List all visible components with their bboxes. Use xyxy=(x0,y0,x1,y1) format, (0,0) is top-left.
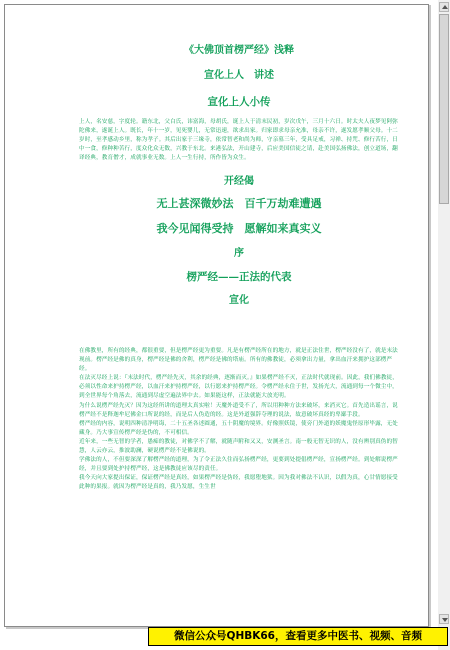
body-paragraph: 我今天向大家提出保证，保证楞严经是真经，如果楞严经是伪经，我愿堕地狱。因为我对佛法不认识，以假为真，心甘情愿接受此种的果报。就因为楞严经是真的，我乃发愿，生生世 xyxy=(79,475,398,491)
bio-paragraph: 上人，名安慈，字度轮。籍东北，父白氏，讳富海，母胡氏，诞上人于清末民初，岁次戊午，三月十六日。时太夫人夜梦见阿弥陀佛来，遂诞上人。既长，年十一岁，见死婴儿，无常迅速，欲求出家。归家即求母亲允准，母亲不许，遂发愿孝顺父母。十二岁时，至孝感动乡里，称为孝子。其后出家于三缘寺，依常智老和尚为师，守亲墓三年，受具足戒，习禅、持咒、修行苦行，日中一食，修种种苦行，度众化众无数，兴教于东北。来港弘法，开山建寺，后应美国信徒之请，赴美国弘扬佛法，创立道场，翻译经典，教育僧才，成就事业无数。上人一生行持，所作皆为众生。 xyxy=(79,119,398,162)
chevron-up-icon xyxy=(442,5,448,9)
scrollbar-thumb[interactable] xyxy=(439,14,449,204)
body-paragraph: 近年来，一些无智的学者，愚痴的教徒，对佛学不了解，就随声附和又又，安测圣言。南一般无智无识的人，没有辨别真伪的智慧，人云亦云，推波助澜，硬说楞严经不是佛说的。 xyxy=(79,438,398,455)
watermark-banner: 微信公众号QHBK66，查看更多中医书、视频、音频 xyxy=(148,627,448,646)
scroll-down-button[interactable] xyxy=(439,614,449,624)
preface-heading: 序 xyxy=(234,248,244,259)
body-paragraph: 楞严经的内容，说明四种清净明诲，二十五圣各述圆通，五十阴魔的境界。好像照妖镜，使旁门外道的妖魔鬼怪原形毕露，无处藏身。乃大事宣传楞严经是伪的，不可相信。 xyxy=(79,420,398,436)
document-page xyxy=(4,4,429,627)
author-line: 宣化上人 讲述 xyxy=(204,70,274,81)
verse-line-2: 我今见闻得受持 愿解如来真实义 xyxy=(156,222,322,235)
preface-author: 宣化 xyxy=(229,295,249,306)
kaijing-heading: 开经偈 xyxy=(224,176,254,187)
body-paragraph: 在佛教里，所有的经典，都很重要，但是楞严经更为重要。凡是有楞严经所在的地方，就是正法住世，楞严经没有了，就是末法现前。楞严经是佛的真身，楞严经是佛的舍利，楞严经是佛的塔庙。所有的佛教徒，必须拿出力量，拿出血汗来拥护这部楞严经。 xyxy=(79,348,398,373)
chevron-down-icon xyxy=(442,618,448,622)
preface-subtitle: 楞严经——正法的代表 xyxy=(186,271,292,283)
document-title: 《大佛顶首楞严经》浅释 xyxy=(184,45,294,56)
verse-line-1: 无上甚深微妙法 百千万劫难遭遇 xyxy=(156,197,322,210)
body-paragraph: 为什么说楞严经先灭？因为这经所讲的道理太真实啦！天魔外道受不了，所以用种种方法来破坏，来消灭它。首先造出谣言，说楞严经不是释迦牟尼佛金口所说的经，而是后人伪造的经。这是外道强辞夺理的说法，故意破坏真经的卑鄙手段。 xyxy=(79,402,398,418)
bio-heading: 宣化上人小传 xyxy=(207,96,271,108)
body-paragraph: 学佛法的人，不但要深深了解楞严经的道理，为了令正法久住而弘扬楞严经，更要到处提倡楞严经，宣扬楞严经。到处解说楞严经，并且要到处护持楞严经，这是佛教徒应该尽的责任。 xyxy=(79,457,398,473)
body-text xyxy=(79,347,399,493)
scroll-up-button[interactable] xyxy=(439,2,449,12)
body-paragraph: 在法灭尽经上说：『末法时代，楞严经先灭，其余的经典，逐渐而灭。』如果楞严经不灭，正法时代就现前。因此，我们佛教徒，必须以性命来护持楞严经，以血汗来护持楞严经，以行愿来护持楞严经。令楞严经永住于世，发扬光大，流通到每一个微尘中，到全世界每个角落去，流通到尽虚空遍法界中去。如果能这样，正法就能大放光明。 xyxy=(79,375,398,400)
page-shadow xyxy=(429,5,431,628)
